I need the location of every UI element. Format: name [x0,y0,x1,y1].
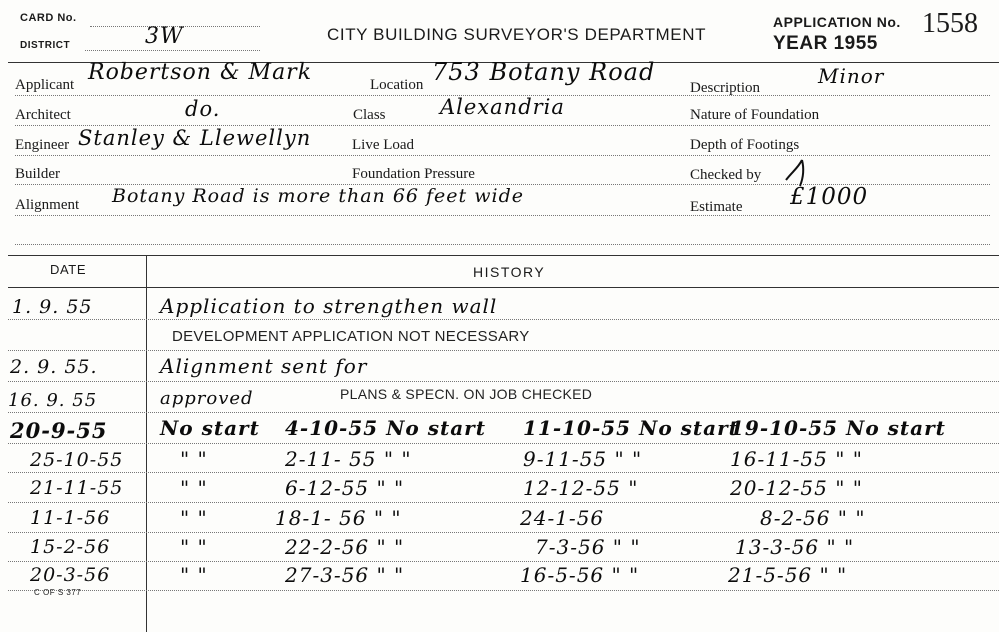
history-entry: 22-2-56 " " [285,535,405,559]
nature-of-foundation-label: Nature of Foundation [690,107,820,123]
history-date: 16. 9. 55 [8,390,98,411]
history-entry: Application to strengthen wall [160,294,498,318]
card-no-label: CARD No. [20,12,77,24]
row-rule-5 [15,215,990,216]
description-value: Minor [818,64,885,88]
alignment-label: Alignment [15,197,80,213]
history-entry: 4-10-55 No start [285,416,486,440]
depth-of-footings-label: Depth of Footings [690,137,800,153]
history-header: HISTORY [473,264,546,280]
history-entry: 2-11- 55 " " [285,447,412,471]
architect-label: Architect [15,107,71,123]
table-row-rule [8,350,999,351]
history-entry: " " [180,447,208,471]
district-rule [85,50,260,51]
table-row-rule [8,319,999,320]
table-row-rule [8,590,999,591]
architect-value: do. [185,97,221,121]
history-date: 20-3-56 [30,564,111,586]
location-label: Location [370,77,424,93]
table-top-border [8,255,999,256]
table-row-rule [8,472,999,473]
description-label: Description [690,80,760,96]
application-no-label: APPLICATION No. [773,14,901,30]
history-entry: 16-11-55 " " [730,447,863,471]
history-entry: 19-10-55 No start [730,416,946,440]
history-entry: 12-12-55 " [523,476,639,500]
location-value: 753 Botany Road [432,58,656,86]
history-date: 20-9-55 [10,418,108,443]
history-date: 25-10-55 [30,449,124,471]
foundation-pressure-label: Foundation Pressure [352,166,475,182]
class-label: Class [353,107,386,123]
row-rule-6 [15,244,990,245]
history-entry: 16-5-56 " " [520,563,640,587]
history-entry: 13-3-56 " " [735,535,855,559]
history-entry: 21-5-56 " " [728,563,848,587]
history-entry: Alignment sent for [160,354,368,378]
history-date: 21-11-55 [30,477,124,499]
applicant-value: Robertson & Mark [88,60,313,85]
checked-by-label: Checked by [690,167,762,183]
table-row-rule [8,412,999,413]
history-entry: 8-2-56 " " [760,506,866,530]
engineer-value: Stanley & Llewellyn [78,126,312,150]
table-row-rule [8,561,999,562]
development-stamp: DEVELOPMENT APPLICATION NOT NECESSARY [172,328,530,345]
department-title: CITY BUILDING SURVEYOR'S DEPARTMENT [327,25,707,44]
application-number: 1558 [922,8,978,39]
estimate-value: £1000 [790,184,869,210]
class-value: Alexandria [440,95,565,119]
history-date: 1. 9. 55 [12,296,93,318]
table-row-rule [8,502,999,503]
history-entry: 20-12-55 " " [730,476,863,500]
plans-checked-stamp: PLANS & SPECN. ON JOB CHECKED [340,386,593,402]
history-entry: No start [160,416,260,440]
history-date: 15-2-56 [30,536,111,558]
history-entry: " " [180,535,208,559]
date-header: DATE [50,262,87,277]
engineer-label: Engineer [15,137,70,153]
history-entry: approved [160,388,254,409]
applicant-label: Applicant [15,77,75,93]
history-entry: 7-3-56 " " [535,535,641,559]
table-header-rule [8,287,999,288]
table-row-rule [8,532,999,533]
builder-label: Builder [15,166,60,182]
history-date: 11-1-56 [30,507,111,529]
table-row-rule [8,381,999,382]
history-entry: 9-11-55 " " [523,447,643,471]
district-value: 3W [145,24,184,49]
history-entry: " " [180,476,208,500]
live-load-label: Live Load [352,137,415,153]
district-label: DISTRICT [20,40,71,51]
row-rule-3 [15,155,990,156]
table-row-rule [8,443,999,444]
history-entry: " " [180,506,208,530]
history-entry: " " [180,563,208,587]
history-entry: 18-1- 56 " " [275,506,402,530]
history-entry: 27-3-56 " " [285,563,405,587]
estimate-label: Estimate [690,199,743,215]
history-entry: 24-1-56 [520,506,605,530]
year-label: YEAR 1955 [773,33,878,54]
alignment-value: Botany Road is more than 66 feet wide [112,185,524,207]
form-code: C OF S 377 [34,588,82,597]
history-entry: 11-10-55 No start [523,416,739,440]
history-entry: 6-12-55 " " [285,476,405,500]
history-date: 2. 9. 55. [10,356,98,378]
